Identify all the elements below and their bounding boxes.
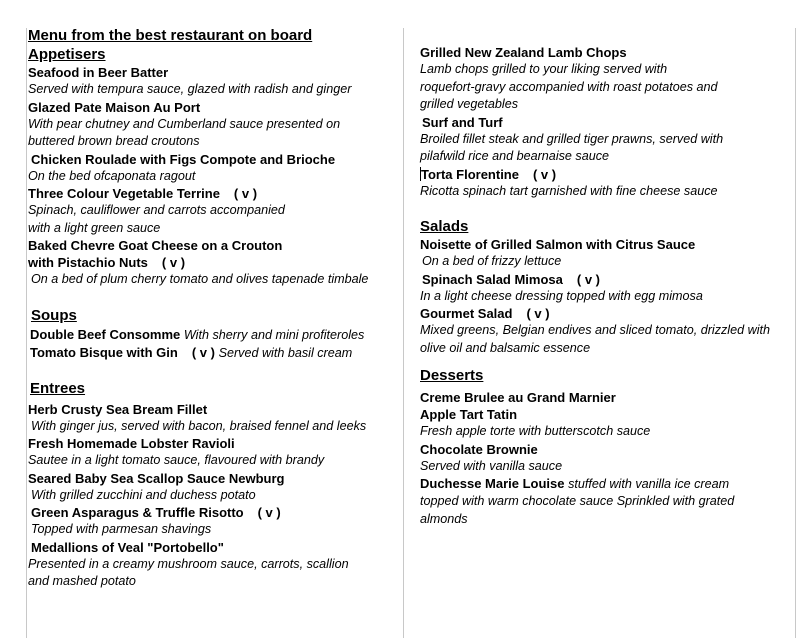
section-appetisers-heading: Appetisers [28, 46, 106, 63]
item-chevre-name-line1: Baked Chevre Goat Cheese on a Crouton [28, 238, 283, 253]
item-pate-desc-line2: buttered brown bread croutons [28, 134, 200, 148]
item-scallop-name: Seared Baby Sea Scallop Sauce Newburg [28, 470, 285, 486]
item-duchesse-name: Duchesse Marie Louise [420, 476, 565, 491]
item-tatin-name: Apple Tart Tatin [420, 407, 518, 422]
column-divider-line [403, 28, 404, 638]
item-consomme-name: Double Beef Consomme [30, 326, 181, 342]
item-lamb-desc-line3: grilled vegetables [420, 97, 519, 111]
item-gourmet-name: Gourmet Salad [420, 306, 513, 321]
section-desserts-heading: Desserts [420, 367, 484, 384]
section-soups-heading: Soups [31, 306, 77, 324]
item-duchesse-desc-line2: almonds [420, 511, 468, 526]
left-margin-line [26, 28, 27, 638]
item-terrine-desc-line2: with a light green sauce [28, 220, 161, 235]
item-duchesse-desc-line1: topped with warm chocolate sauce Sprinkled with grated [420, 494, 735, 508]
menu-title: Menu from the best restaurant on board [28, 27, 313, 44]
item-torta-desc: Ricotta spinach tart garnished with fine cheese sauce [420, 183, 718, 198]
item-brulee-name: Creme Brulee au Grand Marnier [420, 390, 616, 405]
item-seafood-name: Seafood in Beer Batter [28, 65, 169, 80]
menu-left-column [28, 26, 402, 591]
vegetarian-marker: ( v ) [526, 306, 550, 321]
section-salads-heading: Salads [420, 218, 469, 235]
menu-right-column [420, 44, 798, 528]
item-lamb-desc-line2: roquefort-gravy accompanied with roast potatoes and [420, 79, 718, 94]
item-veal-name: Medallions of Veal "Portobello" [31, 539, 224, 555]
item-bisque-desc: Served with basil cream [218, 345, 353, 360]
item-duchesse [420, 475, 798, 493]
item-lamb-desc-line1: Lamb chops grilled to your liking served with [420, 62, 668, 76]
item-terrine-title [28, 185, 402, 202]
item-bisque [30, 344, 402, 362]
item-surf-desc-line2: pilafwild rice and bearnaise sauce [420, 149, 610, 163]
item-ravioli-desc: Sautee in a light tomato sauce, flavoured with brandy [28, 453, 325, 467]
item-lamb-name: Grilled New Zealand Lamb Chops [420, 45, 627, 60]
item-torta-name: Torta Florentine [421, 166, 519, 182]
item-brownie-desc: Served with vanilla sauce [420, 458, 563, 473]
item-bisque-name: Tomato Bisque with Gin [30, 344, 178, 360]
item-mimosa-title [422, 271, 798, 288]
item-chevre-title-line2 [28, 254, 402, 271]
vegetarian-marker: ( v ) [576, 271, 600, 287]
item-veal-desc-line1: Presented in a creamy mushroom sauce, carrots, scallion [28, 556, 349, 571]
item-gourmet-desc-line1: Mixed greens, Belgian endives and sliced tomato, drizzled with [420, 323, 771, 337]
section-entrees-heading: Entrees [30, 379, 86, 397]
item-gourmet-desc-line2: olive oil and balsamic essence [420, 340, 591, 355]
item-chevre-name-line2: with Pistachio Nuts [28, 255, 148, 270]
item-pate-name: Glazed Pate Maison Au Port [28, 99, 201, 115]
item-risotto-desc: Topped with parmesan shavings [31, 522, 212, 536]
item-bream-desc: With ginger jus, served with bacon, braised fennel and leeks [31, 418, 367, 433]
item-pate-desc-line1: With pear chutney and Cumberland sauce presented on [28, 116, 341, 131]
item-roulade-desc: On the bed ofcaponata ragout [28, 168, 196, 183]
item-roulade-name: Chicken Roulade with Figs Compote and Brioche [31, 151, 336, 167]
item-surf-name: Surf and Turf [422, 114, 503, 130]
vegetarian-marker: ( v ) [161, 255, 186, 270]
item-chevre-desc: On a bed of plum cherry tomato and olives tapenade timbale [31, 272, 369, 286]
item-risotto-title [31, 504, 402, 521]
item-tatin-desc: Fresh apple torte with butterscotch sauce [420, 424, 651, 438]
item-salmon-name: Noisette of Grilled Salmon with Citrus Sauce [420, 237, 696, 252]
item-mimosa-desc: In a light cheese dressing topped with egg mimosa [420, 288, 703, 303]
item-risotto-name: Green Asparagus & Truffle Risotto [31, 505, 244, 520]
item-scallop-desc: With grilled zucchini and duchess potato [31, 487, 256, 502]
item-bream-name: Herb Crusty Sea Bream Fillet [28, 401, 208, 417]
item-consomme-desc: With sherry and mini profiteroles [183, 327, 365, 342]
item-salmon-desc: On a bed of frizzy lettuce [422, 254, 562, 268]
item-seafood-desc: Served with tempura sauce, glazed with radish and ginger [28, 82, 352, 96]
item-veal-desc-line2: and mashed potato [28, 574, 136, 588]
item-surf-desc-line1: Broiled fillet steak and grilled tiger prawns, served with [420, 131, 724, 146]
vegetarian-marker: ( v ) [191, 344, 215, 360]
vegetarian-marker: ( v ) [257, 505, 281, 520]
item-terrine-desc-line1: Spinach, cauliflower and carrots accompanied [28, 203, 285, 217]
item-consomme [30, 326, 402, 344]
item-mimosa-name: Spinach Salad Mimosa [422, 271, 563, 287]
item-brownie-name: Chocolate Brownie [420, 441, 538, 457]
vegetarian-marker: ( v ) [532, 166, 557, 182]
item-terrine-name: Three Colour Vegetable Terrine [28, 186, 220, 201]
item-gourmet-title [420, 305, 798, 322]
item-duchesse-desc-inline: stuffed with vanilla ice cream [568, 477, 730, 491]
vegetarian-marker: ( v ) [233, 186, 258, 201]
item-ravioli-name: Fresh Homemade Lobster Ravioli [28, 436, 235, 451]
item-torta-title [420, 166, 798, 183]
